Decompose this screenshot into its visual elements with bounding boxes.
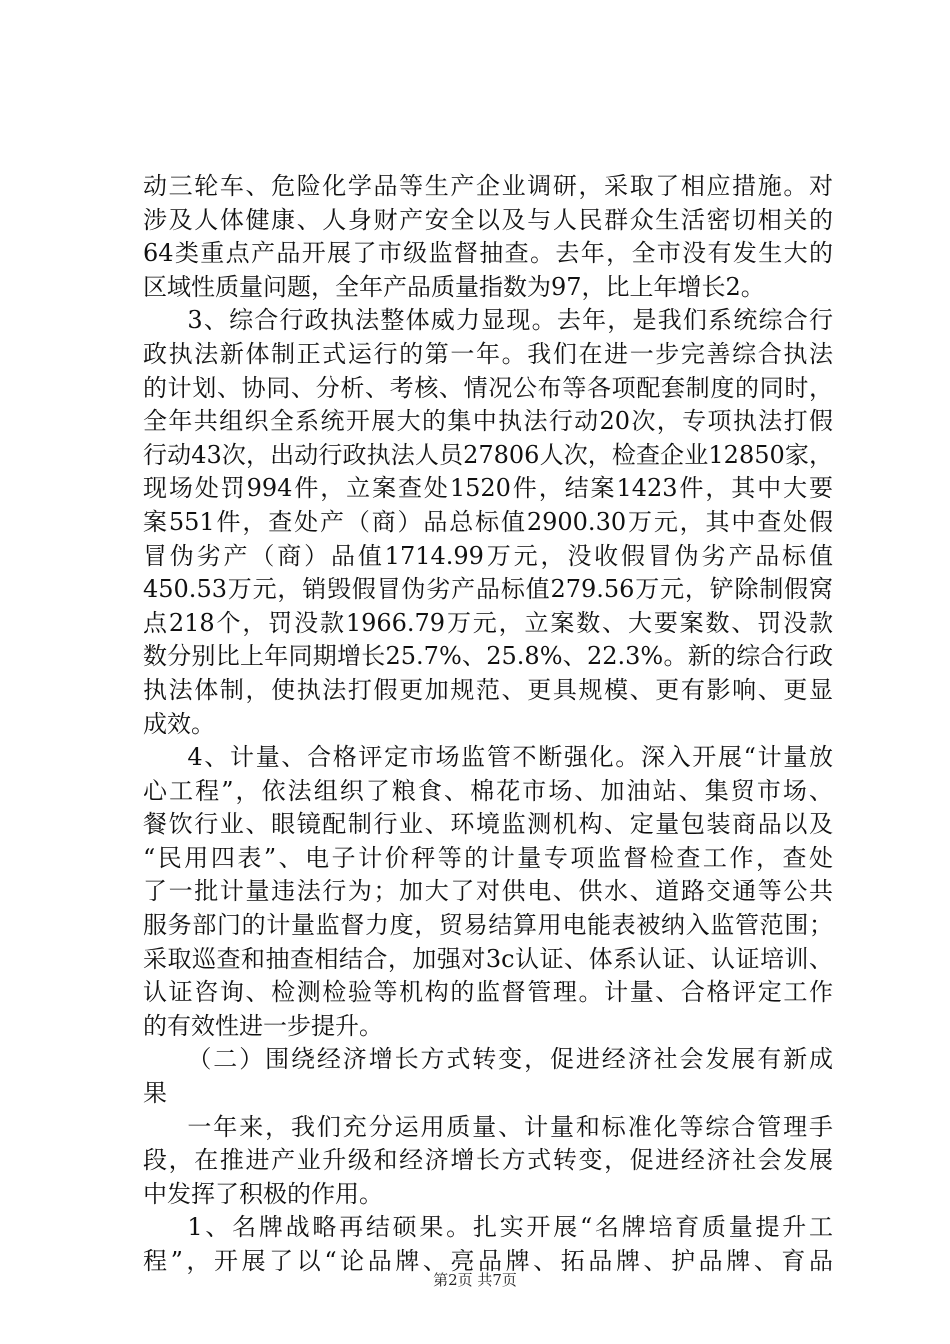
text-line: 餐饮行业、眼镜配制行业、环境监测机构、定量包装商品以及 bbox=[143, 810, 833, 839]
text-line: 中发挥了积极的作用。 bbox=[143, 1179, 383, 1208]
text-line: 一年来，我们充分运用质量、计量和标准化等综合管理手 bbox=[187, 1112, 833, 1141]
text-line: 4、计量、合格评定市场监管不断强化。深入开展“计量放 bbox=[187, 743, 833, 772]
text-line: 450.53万元，销毁假冒伪劣产品标值279.56万元，铲除制假窝 bbox=[143, 575, 833, 604]
text-line: 服务部门的计量监督力度，贸易结算用电能表被纳入监管范围； bbox=[143, 911, 833, 940]
body-text bbox=[143, 170, 833, 1279]
text-line: 了一批计量违法行为；加大了对供电、供水、道路交通等公共 bbox=[143, 877, 833, 906]
text-line: 涉及人体健康、人身财产安全以及与人民群众生活密切相关的 bbox=[143, 205, 833, 234]
text-line: 动三轮车、危险化学品等生产企业调研，采取了相应措施。对 bbox=[143, 172, 833, 200]
text-line: 现场处罚994件，立案查处1520件，结案1423件，其中大要 bbox=[143, 474, 833, 503]
text-line: 心工程”，依法组织了粮食、棉花市场、加油站、集贸市场、 bbox=[143, 776, 833, 805]
text-line: 冒伪劣产（商）品值1714.99万元，没收假冒伪劣产品标值 bbox=[143, 541, 833, 570]
text-line: 采取巡查和抽查相结合，加强对3c认证、体系认证、认证培训、 bbox=[143, 944, 833, 973]
text-line: 执法体制，使执法打假更加规范、更具规模、更有影响、更显 bbox=[143, 675, 833, 704]
text-line: 3、综合行政执法整体威力显现。去年，是我们系统综合行 bbox=[187, 306, 833, 335]
text-line: 区域性质量问题，全年产品质量指数为97，比上年增长2。 bbox=[143, 272, 765, 301]
text-line: 数分别比上年同期增长25.7%、25.8%、22.3%。新的综合行政 bbox=[143, 642, 833, 671]
text-line: 程”，开展了以“论品牌、亮品牌、拓品牌、护品牌、育品 bbox=[143, 1247, 833, 1275]
text-line: （二）围绕经济增长方式转变，促进经济社会发展有新成 bbox=[187, 1045, 833, 1074]
text-line: 段，在推进产业升级和经济增长方式转变，促进经济社会发展 bbox=[143, 1146, 833, 1175]
text-line: 的计划、协同、分析、考核、情况公布等各项配套制度的同时， bbox=[143, 373, 833, 402]
page-footer: 第2页 共7页 bbox=[433, 1271, 517, 1289]
text-line: 案551件，查处产（商）品总标值2900.30万元，其中查处假 bbox=[143, 507, 833, 536]
text-line: 64类重点产品开展了市级监督抽查。去年，全市没有发生大的 bbox=[143, 239, 833, 268]
text-line: 行动43次，出动行政执法人员27806人次，检查企业12850家， bbox=[143, 440, 833, 469]
text-line: 的有效性进一步提升。 bbox=[143, 1011, 383, 1040]
text-line: 1、名牌战略再结硕果。扎实开展“名牌培育质量提升工 bbox=[187, 1213, 833, 1242]
text-line: 全年共组织全系统开展大的集中执法行动20次，专项执法打假 bbox=[143, 407, 833, 436]
text-line: 果 bbox=[143, 1079, 167, 1108]
text-line: “民用四表”、电子计价秤等的计量专项监督检查工作，查处 bbox=[143, 843, 833, 872]
text-line: 成效。 bbox=[143, 709, 215, 738]
text-line: 政执法新体制正式运行的第一年。我们在进一步完善综合执法 bbox=[143, 339, 833, 368]
text-line: 认证咨询、检测检验等机构的监督管理。计量、合格评定工作 bbox=[143, 978, 833, 1007]
text-line: 点218个，罚没款1966.79万元，立案数、大要案数、罚没款 bbox=[143, 608, 833, 637]
